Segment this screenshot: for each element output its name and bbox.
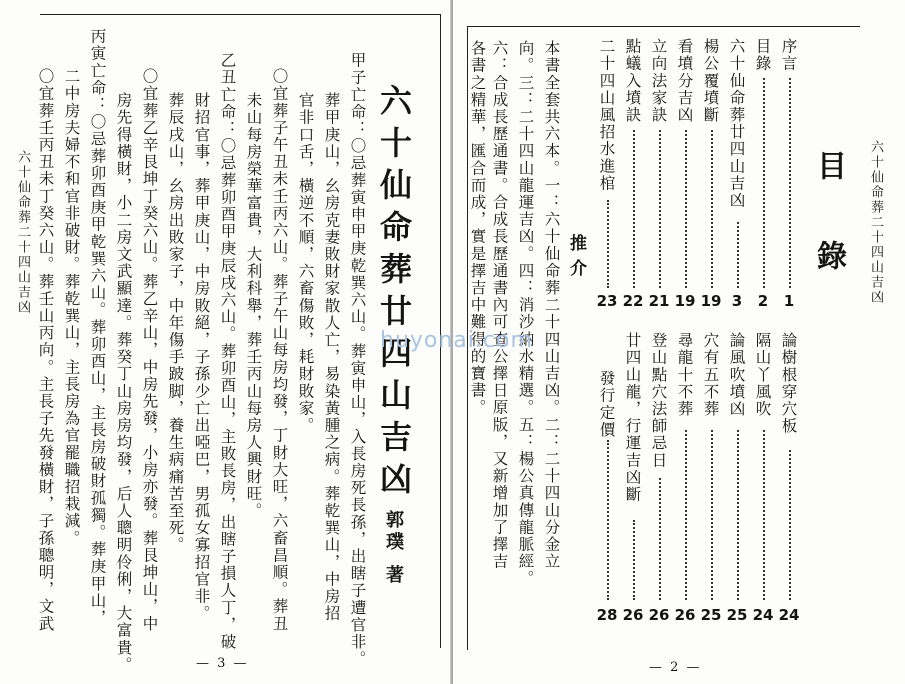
toc-page-number: 24 bbox=[752, 606, 774, 624]
toc-leader bbox=[711, 430, 713, 600]
body-column: 甲子亡命：〇忌葬寅申甲庚乾巽六山。葬寅申山，入長房死長孫，出瞎子遭官非。 bbox=[348, 52, 367, 668]
intro-column: 本書全套共六本。一：六十仙命葬二十四山吉凶。二：二十四山分金立 bbox=[542, 40, 561, 571]
toc-entry: 尋龍十不葬 bbox=[675, 332, 694, 418]
body-column: 葬辰戌山，幺房出敗家子，中年傷手跛脚，養生病痛苦至死。 bbox=[166, 92, 185, 554]
body-column: 〇宜葬子午丑未壬丙六山。葬子午山每房均發，丁財大旺，六畜昌順。葬丑 bbox=[270, 68, 289, 633]
toc-page-number: 2 bbox=[757, 292, 769, 310]
page-title: 六十仙命葬廿四山吉凶 bbox=[375, 84, 413, 504]
toc-page-number: 22 bbox=[622, 292, 644, 310]
body-column: 未山每房榮華富貴，大利科舉，葬壬丙山每房人興財旺。 bbox=[244, 92, 263, 520]
toc-leader bbox=[789, 78, 791, 288]
toc-page-number: 19 bbox=[700, 292, 722, 310]
watermark: huyonai.com bbox=[380, 328, 533, 353]
body-column: 二中房夫婦不和官非破財。葬乾巽山，主長房為官罷職招栽減。 bbox=[62, 68, 81, 547]
toc-leader bbox=[633, 130, 635, 288]
toc-entry: 立向法家訣 bbox=[649, 38, 668, 124]
toc-entry: 隔山丫風吹 bbox=[753, 332, 772, 418]
toc-entry: 廿四山龍，行運吉凶斷 bbox=[623, 332, 642, 503]
toc-leader bbox=[737, 430, 739, 600]
toc-entry: 穴有五不葬 bbox=[701, 332, 720, 418]
toc-entry: 點蟻入墳訣 bbox=[623, 38, 642, 124]
toc-leader bbox=[763, 78, 765, 288]
toc-page-number: 19 bbox=[674, 292, 696, 310]
body-column: 乙丑亡命：〇忌葬卯酉甲庚辰戌六山。葬卯酉山，主敗長房，出瞎子損人丁，破 bbox=[218, 52, 237, 651]
body-column: 葬甲庚山，幺房克妻敗財家散人亡，易染黃腫之病。葬乾巽山，中房招 bbox=[322, 92, 341, 623]
body-column: 〇宜葬壬丙丑未丁癸六山。葬壬山丙向。主長子先發橫財，子孫聰明，文武 bbox=[36, 68, 55, 633]
toc-page-number: 26 bbox=[648, 606, 670, 624]
right-running-header: 六十仙命葬二十四山吉凶 bbox=[868, 140, 883, 305]
intro-column: 六：合成長歷通書。合成長歷通書內可查公擇日原版，又新增加了擇吉 bbox=[490, 40, 509, 571]
toc-entry: 二十四山風招水進棺 bbox=[597, 38, 616, 192]
toc-page-number: 28 bbox=[596, 606, 618, 624]
toc-entry: 論樹根穿穴板 bbox=[779, 332, 798, 435]
toc-entry: 楊公覆墳斷 bbox=[701, 38, 720, 124]
body-column: 〇宜葬乙辛艮坤丁癸六山。葬乙辛山，中房先發，小房亦發。葬艮坤山，中 bbox=[140, 68, 159, 633]
toc-entry: 序言 bbox=[779, 38, 798, 73]
toc-leader bbox=[685, 130, 687, 288]
toc-page-number: 1 bbox=[783, 292, 795, 310]
toc-leader bbox=[607, 200, 609, 288]
intro-column: 向。三：二十四山龍運吉凶。四：消沙納水精選。五：楊公真傳龍脈經。 bbox=[516, 40, 535, 588]
body-column: 官非口舌，橫逆不順，六畜傷敗，耗財敗家。 bbox=[296, 92, 315, 434]
body-column: 財招官事，葬甲庚山，中房敗絕，子孫少亡出啞巴，男孤女寡招官非。 bbox=[192, 92, 211, 623]
author-name: 郭璞 bbox=[383, 510, 404, 554]
toc-entry: 論風吹墳凶 bbox=[727, 332, 746, 418]
right-frame-top bbox=[467, 26, 860, 27]
toc-entry: 登山點穴法師忌日 bbox=[649, 332, 668, 469]
toc-page-number: 25 bbox=[700, 606, 722, 624]
toc-page-number: 3 bbox=[731, 292, 743, 310]
toc-leader bbox=[659, 478, 661, 600]
toc-leader bbox=[711, 130, 713, 288]
toc-page-number: 26 bbox=[674, 606, 696, 624]
body-column: 房先得橫財，小二房文武顯達。葬癸丁山房房均發，后人聰明伶俐，大富貴。 bbox=[114, 92, 133, 674]
toc-leader bbox=[763, 430, 765, 600]
left-frame-top bbox=[40, 14, 440, 15]
toc-page-number: 24 bbox=[778, 606, 800, 624]
toc-leader bbox=[789, 450, 791, 600]
left-running-header: 六十仙命葬二十四山吉凶 bbox=[15, 150, 30, 315]
toc-title: 目錄 bbox=[811, 150, 846, 330]
intro-column: 各書之精華，匯合而成，實是擇吉中難得的寶書。 bbox=[468, 40, 487, 417]
toc-leader bbox=[607, 440, 609, 600]
toc-entry: 目錄 bbox=[753, 38, 772, 73]
toc-entry: 發行定價 bbox=[597, 370, 616, 439]
toc-leader bbox=[633, 520, 635, 600]
right-page-number: — 2 — bbox=[649, 660, 702, 675]
author-suffix: 著 bbox=[383, 565, 404, 585]
body-column: 丙寅亡命：〇忌葬卯酉庚甲乾巽六山。葬卯酉山，主長房破財孤獨。葬庚甲山， bbox=[88, 28, 107, 627]
toc-page-number: 21 bbox=[648, 292, 670, 310]
intro-heading: 推介 bbox=[566, 234, 586, 284]
toc-leader bbox=[685, 430, 687, 600]
toc-page-number: 26 bbox=[622, 606, 644, 624]
toc-entry: 六十仙命葬廿四山吉凶 bbox=[727, 38, 746, 209]
toc-leader bbox=[659, 130, 661, 288]
toc-leader bbox=[737, 222, 739, 288]
toc-page-number: 25 bbox=[726, 606, 748, 624]
toc-page-number: 23 bbox=[596, 292, 618, 310]
toc-entry: 看墳分吉凶 bbox=[675, 38, 694, 124]
left-page-number: — 3 — bbox=[196, 656, 249, 671]
